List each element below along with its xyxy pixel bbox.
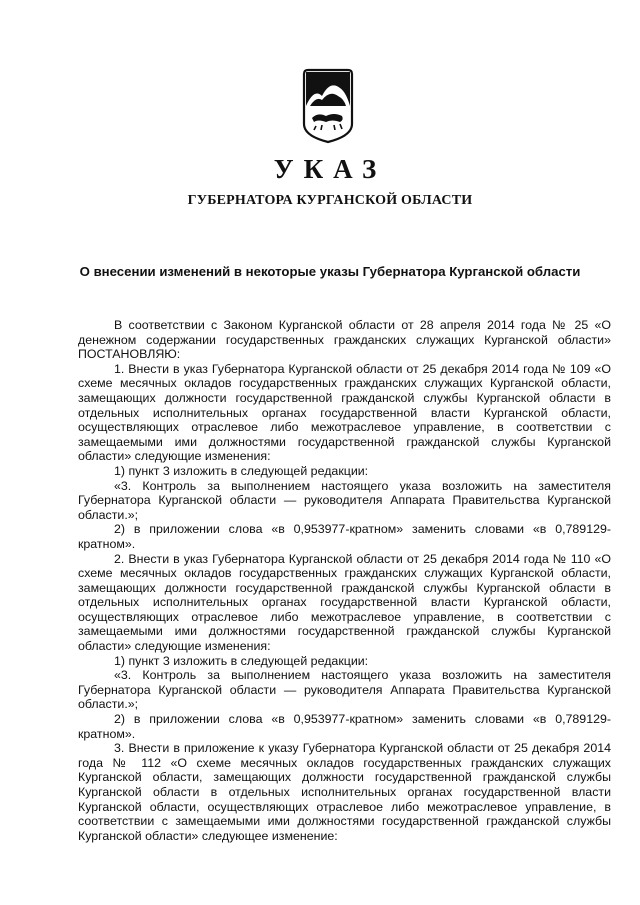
- paragraph: 2) в приложении слова «в 0,953977-кратном» заменить словами «в 0,789129-кратном».: [78, 712, 611, 741]
- document-body: [78, 318, 611, 843]
- paragraph: 1. Внести в указ Губернатора Курганской области от 25 декабря 2014 года № 109 «О схеме месячных окладов государственных гражданских служащих Курганской области, замещающих должности государственной гражданской службы Курганской области в отдельных исполнительных органах государственной власти Курганской области, осуществляющих отраслевое либо межотраслевое управление, в соответствии с замещаемыми ими должностями государственной гражданской службы Курганской области» следующие изменения:: [78, 361, 611, 464]
- paragraph: 1) пункт 3 изложить в следующей редакции:: [114, 653, 369, 668]
- paragraph: 3. Внести в приложение к указу Губернатора Курганской области от 25 декабря 2014 года № 112 «О схеме месячных окладов государственных гражданских служащих Курганской области, замещающих должности государственной гражданской службы Курганской области в отдельных исполнительных органах государственной власти Курганской области, осуществляющих отраслевое либо межотраслевое управление, в соответствии с замещаемыми ими должностями государственной гражданской службы Курганской области» следующее изменение:: [78, 741, 611, 843]
- paragraph: 2) в приложении слова «в 0,953977-кратном» заменить словами «в 0,789129-кратном».: [78, 522, 611, 551]
- paragraph: 2. Внести в указ Губернатора Курганской области от 25 декабря 2014 года № 110 «О схеме месячных окладов государственных гражданских служащих Курганской области, замещающих должности государственной гражданской службы Курганской области в отдельных исполнительных органах государственной власти Курганской области, осуществляющих отраслевое либо межотраслевое управление, в соответствии с замещаемыми ими должностями государственной гражданской службы Курганской области» следующие изменения:: [78, 551, 611, 654]
- paragraph: В соответствии с Законом Курганской области от 28 апреля 2014 года № 25 «О денежном содержании государственных гражданских служащих Курганской области» ПОСТАНОВЛЯЮ:: [78, 318, 611, 362]
- paragraph: 1) пункт 3 изложить в следующей редакции:: [114, 463, 369, 478]
- paragraph: «3. Контроль за выполнением настоящего указа возложить на заместителя Губернатора Курганской области — руководителя Аппарата Правительства Курганской области.»;: [78, 478, 611, 522]
- document-title: УКАЗ: [273, 154, 387, 184]
- paragraph: «3. Контроль за выполнением настоящего указа возложить на заместителя Губернатора Курганской области — руководителя Аппарата Правительства Курганской области.»;: [78, 668, 611, 712]
- document-heading: О внесении изменений в некоторые указы Губернатора Курганской области: [79, 264, 581, 279]
- document-subtitle: ГУБЕРНАТОРА КУРГАНСКОЙ ОБЛАСТИ: [187, 193, 473, 208]
- coat-of-arms-icon: [300, 66, 356, 144]
